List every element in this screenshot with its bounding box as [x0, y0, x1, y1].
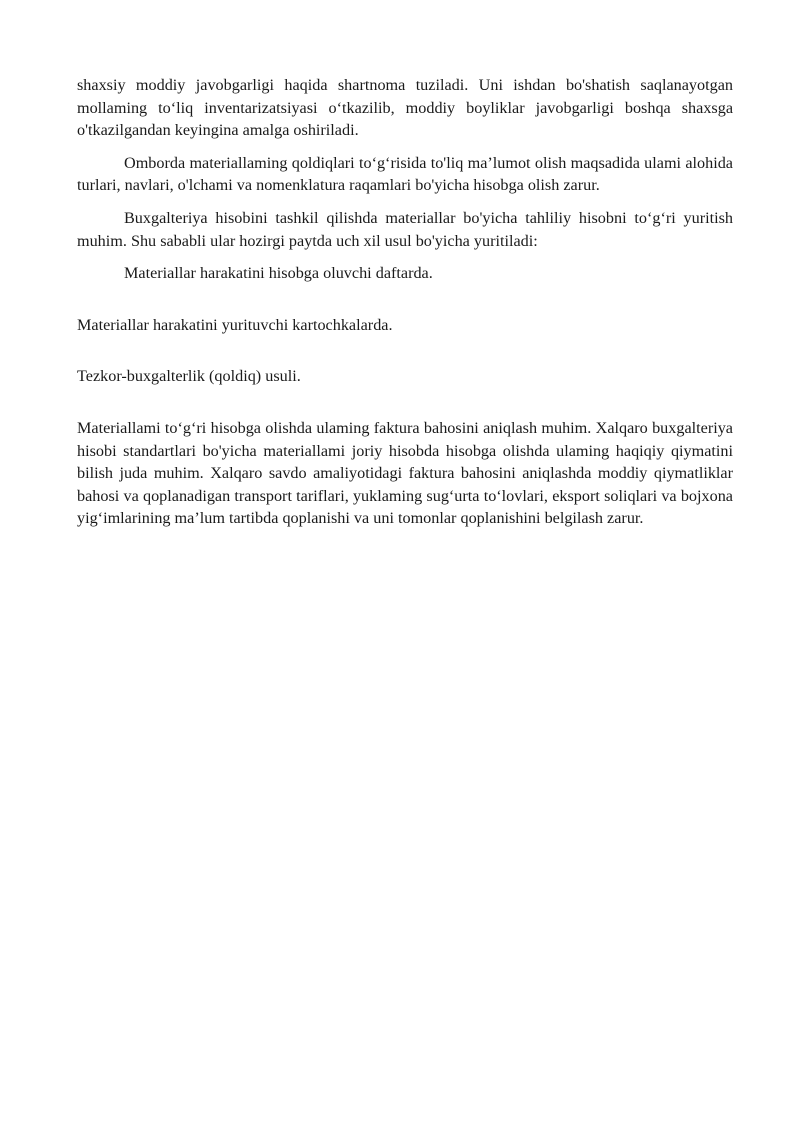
paragraph-warehouse-balances: Omborda materiallaming qoldiqlari to‘g‘risida to'liq ma’lumot olish maqsadida ulami alohida turlari, navlari, o'lchami va nomenklatura raqamlari bo'yicha hisobga olish zarur.: [77, 153, 733, 195]
method-item-operative: Tezkor-buxgalterlik (qoldiq) usuli.: [77, 367, 301, 386]
paragraph-invoice-price: Materiallami to‘g‘ri hisobga olishda ulaming faktura bahosini aniqlash muhim. Xalqaro buxgalteriya hisobi standartlari bo'yicha materiallami joriy hisobda hisobga olishda ulaming haqiqiy qiymatini bilish juda muhim. Xalqaro savdo amaliyotidagi faktura bahosini aniqlashda moddiy qiymatliklar bahosi va qoplanadigan transport tariflari, yuklaming sug‘urta to‘lovlari, eksport soliqlari va bojxona yig‘imlarining ma’lum tartibda qoplanishi va uni tomonlar qoplanishini belgilash zarur.: [77, 418, 733, 528]
paragraph-liability-contract: shaxsiy moddiy javobgarligi haqida shartnoma tuziladi. Uni ishdan bo'shatish saqlanayotgan mollaming to‘liq inventarizatsiyasi o‘tkazilib, moddiy boyliklar javobgarligi boshqa shaxsga o'tkazilgandan keyingina amalga oshiriladi.: [77, 76, 733, 140]
method-item-cards: Materiallar harakatini yurituvchi kartochkalarda.: [77, 315, 393, 334]
paragraph-accounting-methods: Buxgalteriya hisobini tashkil qilishda materiallar bo'yicha tahliliy hisobni to‘g‘ri yuritish muhim. Shu sababli ular hozirgi paytda uch xil usul bo'yicha yuritiladi:: [77, 208, 733, 250]
document-body: [77, 74, 733, 530]
method-item-ledger: Materiallar harakatini hisobga oluvchi daftarda.: [124, 264, 433, 283]
